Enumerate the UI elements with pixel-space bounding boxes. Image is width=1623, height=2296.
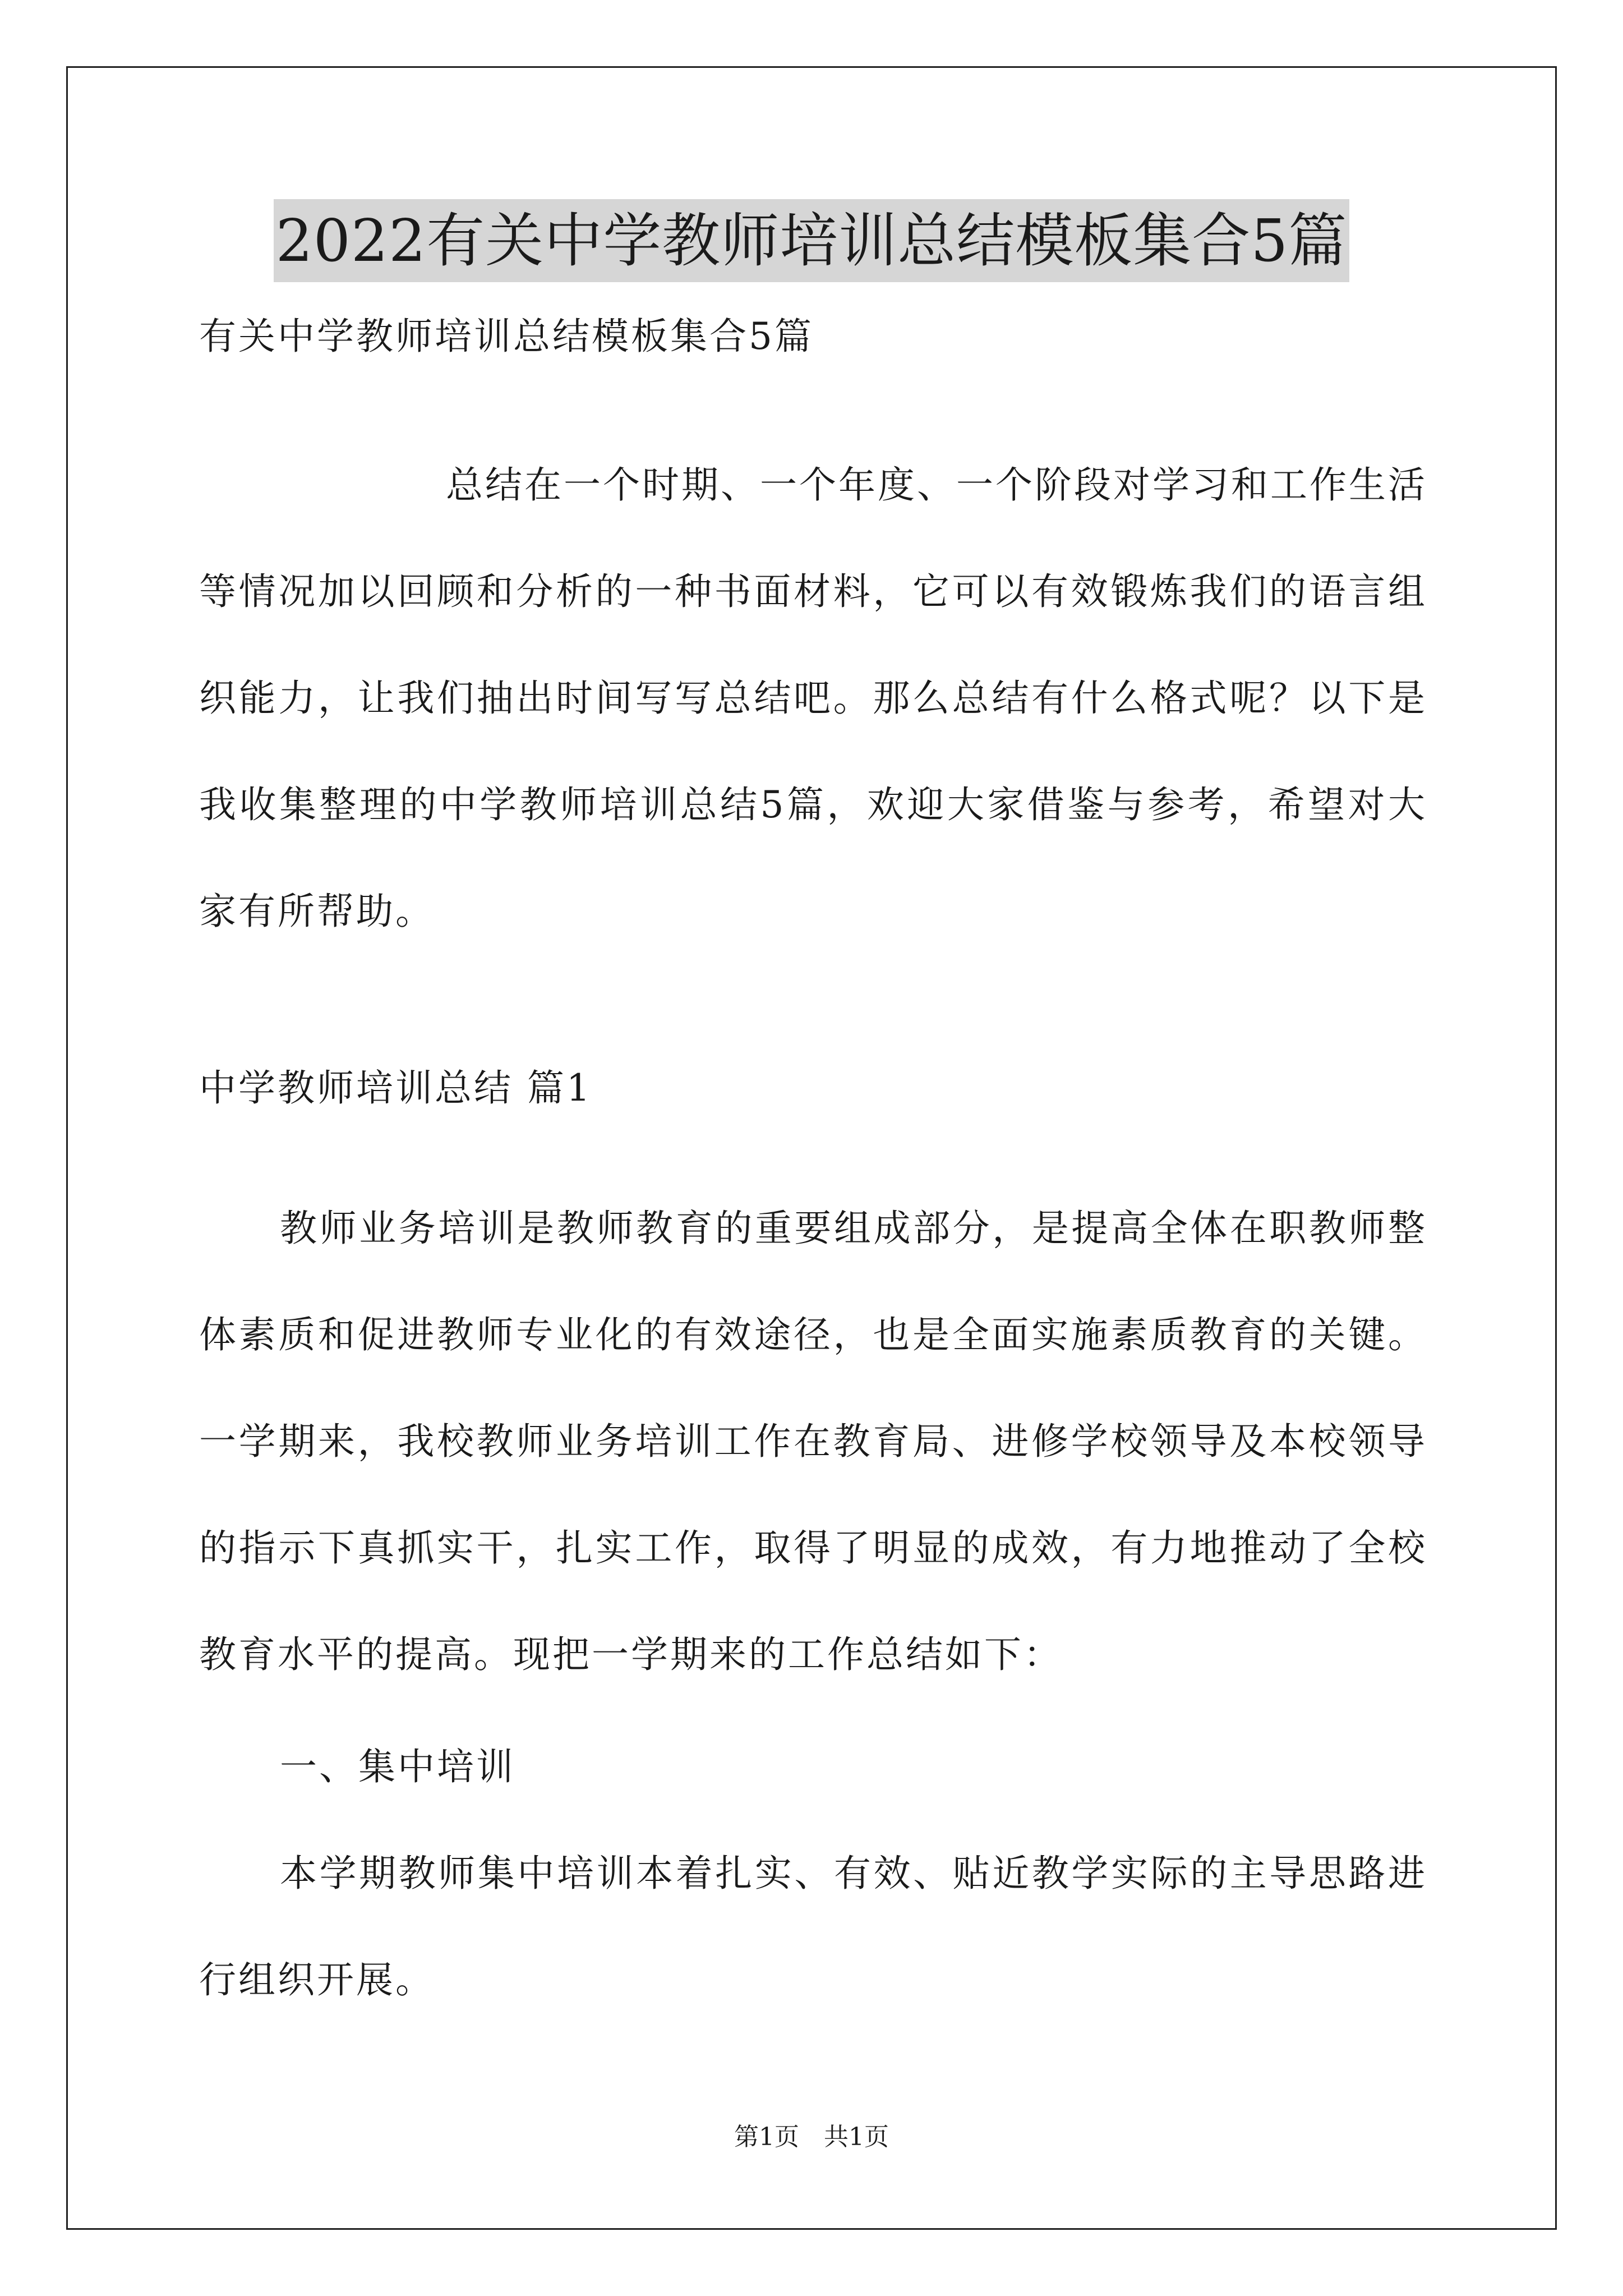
last-paragraph: 本学期教师集中培训本着扎实、有效、贴近教学实际的主导思路进行组织开展。: [199, 1852, 1427, 2001]
page-footer: 第1页 共1页: [734, 2123, 889, 2151]
document-title: 2022有关中学教师培训总结模板集合5篇: [274, 199, 1350, 282]
document-subtitle: 有关中学教师培训总结模板集合5篇: [199, 315, 814, 358]
title-container: [0, 199, 1623, 282]
intro-paragraph: 总结在一个时期、一个年度、一个阶段对学习和工作生活等情况加以回顾和分析的一种书面材料，它可以有效锻炼我们的语言组织能力，让我们抽出时间写写总结吧。那么总结有什么格式呢？以下是我收集整理的中学教师培训总结5篇，欢迎大家借鉴与参考，希望对大家有所帮助。: [199, 463, 1427, 933]
section-heading: 中学教师培训总结 篇1: [199, 1066, 592, 1110]
subheading: 一、集中培训: [280, 1745, 515, 1788]
section-paragraph: 教师业务培训是教师教育的重要组成部分，是提高全体在职教师整体素质和促进教师专业化的有效途径，也是全面实施素质教育的关键。一学期来，我校教师业务培训工作在教育局、进修学校领导及本校领导的指示下真抓实干，扎实工作，取得了明显的成效，有力地推动了全校教育水平的提高。现把一学期来的工作总结如下：: [199, 1207, 1427, 1676]
